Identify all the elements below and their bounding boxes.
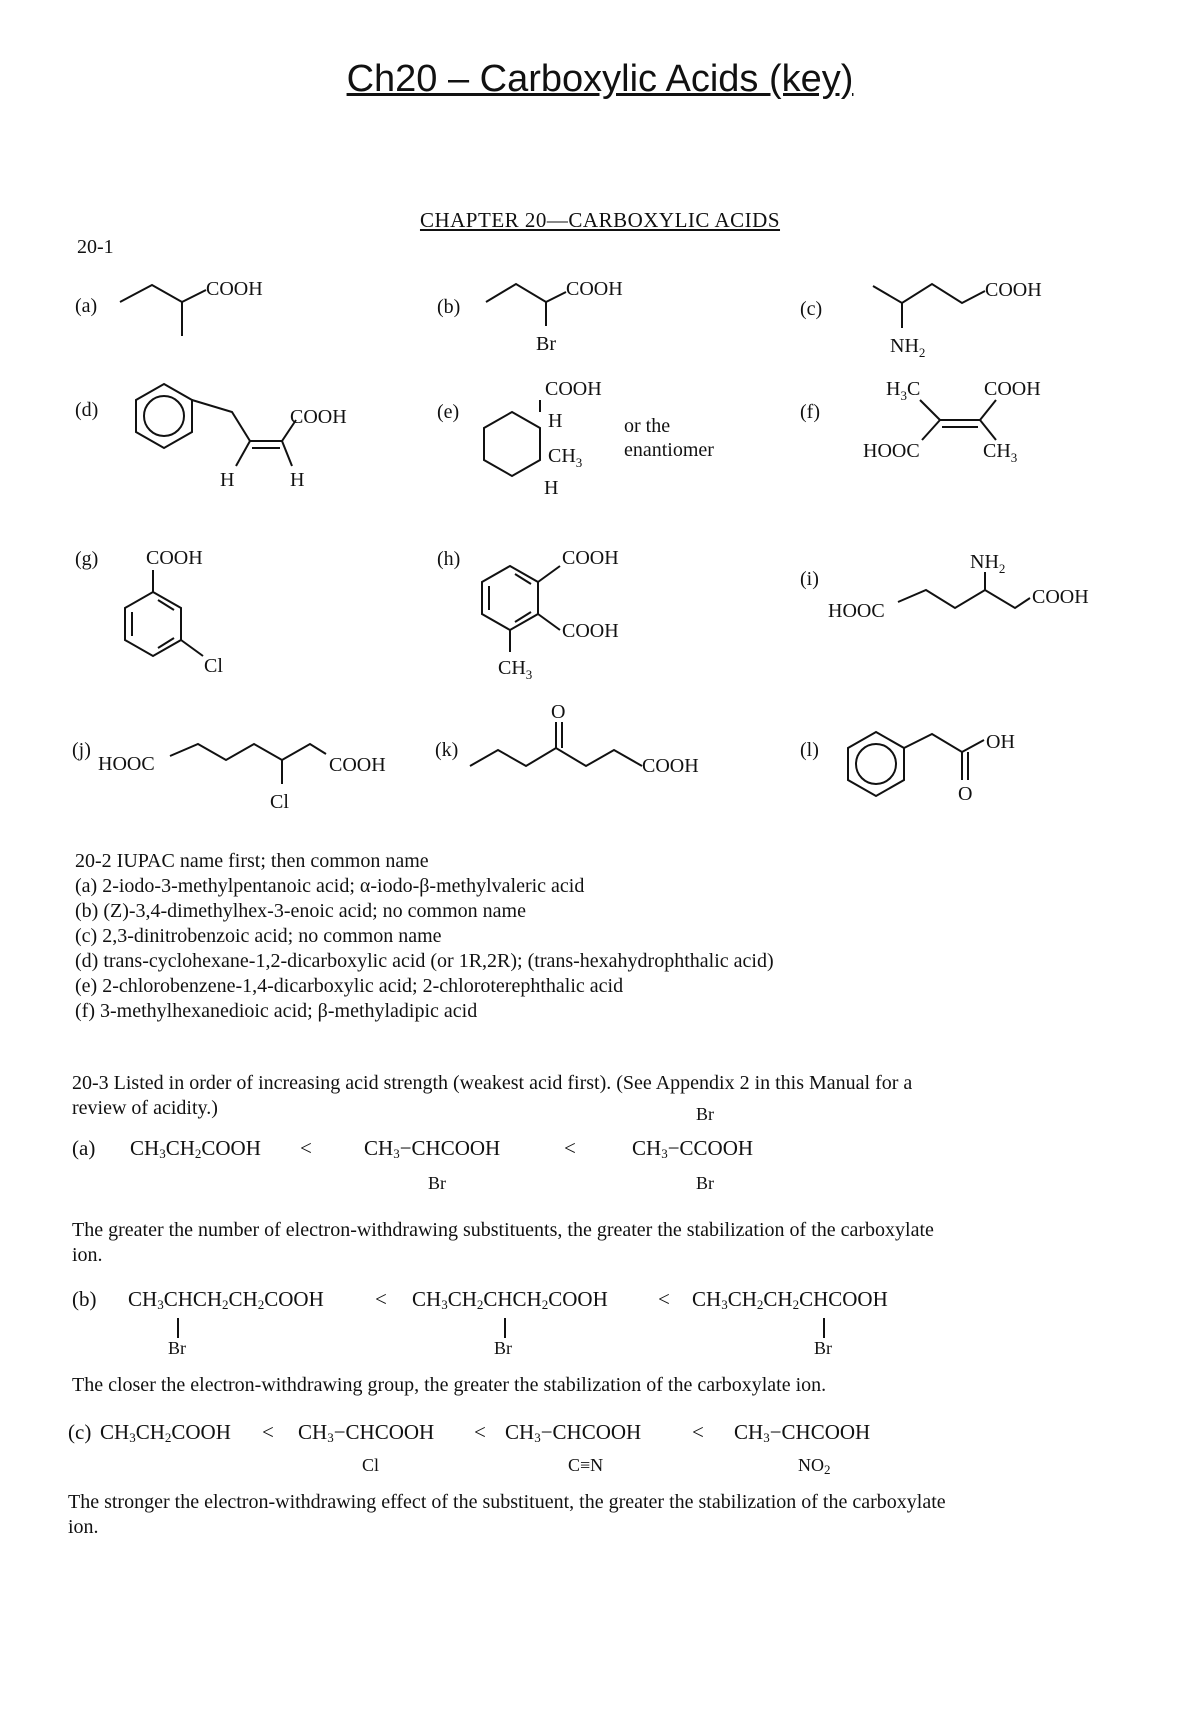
section-20-2-line-c: (c) 2,3-dinitrobenzoic acid; no common name xyxy=(75,925,442,947)
cooh-i: COOH xyxy=(1032,586,1089,608)
label-j: (j) xyxy=(72,739,91,761)
cooh-k: COOH xyxy=(642,755,699,777)
eq-a-br3: Br xyxy=(696,1173,714,1193)
bond-f2 xyxy=(980,400,996,420)
or-the-e: or the xyxy=(624,415,671,437)
eq-a-lt1: < xyxy=(300,1136,312,1160)
hooc-f: HOOC xyxy=(863,440,920,462)
eq-c-sub-no2: $NO_2$ xyxy=(798,1455,831,1477)
chapter-heading: CHAPTER 20—CARBOXYLIC ACIDS xyxy=(419,208,781,232)
section-20-2 xyxy=(75,849,774,1024)
eq-c-label: (c) xyxy=(68,1420,92,1444)
cooh-c: COOH xyxy=(985,279,1042,301)
o-l: O xyxy=(958,783,973,805)
cooh-d: COOH xyxy=(290,406,347,428)
bond-g-cl xyxy=(181,640,203,656)
ch3-h: $CH_3$ xyxy=(498,657,533,682)
h-e-bottom: H xyxy=(544,477,559,499)
eq-b-bond3 xyxy=(823,1318,825,1338)
hooc-i: HOOC xyxy=(828,600,885,622)
eq-b-comp1: $CH_3CHCH_2CH_2COOH$ xyxy=(128,1287,324,1312)
section-20-2-line-e: (e) 2-chlorobenzene-1,4-dicarboxylic acid; 2-chloroterephthalic acid xyxy=(75,975,624,997)
section-20-2-line-b: (b) (Z)-3,4-dimethylhex-3-enoic acid; no common name xyxy=(75,900,526,922)
label-e: (e) xyxy=(437,401,460,423)
cooh-b: COOH xyxy=(566,278,623,300)
section-20-2-heading: 20-2 IUPAC name first; then common name xyxy=(75,850,429,872)
eq-c-comp2: $CH_3-CHCOOH$ xyxy=(298,1420,435,1445)
cooh-h1: COOH xyxy=(562,547,619,569)
label-c: (c) xyxy=(800,298,823,320)
explain-a xyxy=(72,1218,934,1268)
benzene-h xyxy=(482,566,538,630)
section-20-2-line-d: (d) trans-cyclohexane-1,2-dicarboxylic acid (or 1R,2R); (trans-hexahydrophthalic acid) xyxy=(75,950,774,972)
nh2-i: $NH_2$ xyxy=(970,551,1006,576)
eq-a-lt2: < xyxy=(564,1136,576,1160)
eq-b-label: (b) xyxy=(72,1287,97,1311)
explain-b xyxy=(72,1373,826,1398)
bond-i xyxy=(898,590,1030,608)
bond-f1 xyxy=(920,400,940,420)
h3c-f: $H_3C$ xyxy=(886,378,921,403)
eq-c-lt3: < xyxy=(692,1420,704,1444)
bond-d-h2 xyxy=(282,441,292,466)
label-i: (i) xyxy=(800,568,819,590)
explain-c-line1: The stronger the electron-withdrawing effect of the substituent, the greater the stabilization of the carboxylate xyxy=(68,1491,946,1513)
eq-c-comp3: $CH_3-CHCOOH$ xyxy=(505,1420,642,1445)
eq-b-lt1: < xyxy=(375,1287,387,1311)
eq-a-br2: Br xyxy=(696,1104,714,1124)
cooh-e: COOH xyxy=(545,378,602,400)
label-k: (k) xyxy=(435,739,459,761)
label-a: (a) xyxy=(75,295,98,317)
explain-c-line2: ion. xyxy=(68,1516,99,1538)
bond-c xyxy=(873,284,985,303)
eq-b-br2: Br xyxy=(494,1338,512,1358)
cooh-j: COOH xyxy=(329,754,386,776)
o-k: O xyxy=(551,701,566,723)
section-20-2-line-a: (a) 2-iodo-3-methylpentanoic acid; α-iodo-β-methylvaleric acid xyxy=(75,875,585,897)
eq-a-comp2: $CH_3-CHCOOH$ xyxy=(364,1136,501,1161)
bond-d xyxy=(192,400,296,441)
explain-a-line2: ion. xyxy=(72,1244,103,1266)
section-20-3-heading-line1: 20-3 Listed in order of increasing acid strength (weakest acid first). (See Appendix 2 in this Manual for a xyxy=(72,1072,913,1094)
bond-j xyxy=(170,744,326,760)
label-h: (h) xyxy=(437,548,461,570)
eq-c-comp4: $CH_3-CHCOOH$ xyxy=(734,1420,871,1445)
structures-20-1 xyxy=(0,0,1200,860)
explain-a-line1: The greater the number of electron-withdrawing substituents, the greater the stabilization of the carboxylate xyxy=(72,1219,934,1241)
section-20-3-heading xyxy=(72,1071,912,1121)
benzene-l-ring xyxy=(856,744,896,784)
eq-a-label: (a) xyxy=(72,1136,96,1160)
h-d2: H xyxy=(290,469,305,491)
bond-l xyxy=(904,734,984,752)
oh-l: OH xyxy=(986,731,1015,753)
bond-h-cooh1 xyxy=(538,566,560,582)
eq-b-comp3: $CH_3CH_2CH_2CHCOOH$ xyxy=(692,1287,888,1312)
ch3-e: $CH_3$ xyxy=(548,445,583,470)
eq-c-sub-cl: Cl xyxy=(362,1455,380,1475)
cl-g: Cl xyxy=(204,655,223,677)
eq-a-comp1: $CH_3CH_2COOH$ xyxy=(130,1136,261,1161)
eq-c-sub-cn: C≡N xyxy=(568,1455,604,1475)
enantiomer-e: enantiomer xyxy=(624,439,714,461)
benzene-g xyxy=(125,592,181,656)
explain-b-line: The closer the electron-withdrawing group, the greater the stabilization of the carboxylate ion. xyxy=(72,1374,827,1396)
bond-a xyxy=(120,285,206,302)
h-d1: H xyxy=(220,469,235,491)
cooh-h2: COOH xyxy=(562,620,619,642)
ch3-f: $CH_3$ xyxy=(983,440,1018,465)
eq-a-comp3: $CH_3-CCOOH$ xyxy=(632,1136,754,1161)
bond-f3 xyxy=(922,420,940,440)
hooc-j: HOOC xyxy=(98,753,155,775)
label-d: (d) xyxy=(75,399,99,421)
label-g: (g) xyxy=(75,548,99,570)
cooh-a: COOH xyxy=(206,278,263,300)
eq-c-lt1: < xyxy=(262,1420,274,1444)
eq-b-bond1 xyxy=(177,1318,179,1338)
eq-b-br3: Br xyxy=(814,1338,832,1358)
bond-f4 xyxy=(980,420,996,440)
bond-b xyxy=(486,284,566,302)
eq-c-comp1: $CH_3CH_2COOH$ xyxy=(100,1420,231,1445)
label-l: (l) xyxy=(800,739,819,761)
cyclohexane-e xyxy=(484,412,540,476)
eq-b-bond2 xyxy=(504,1318,506,1338)
bond-d-h1 xyxy=(236,441,250,466)
cooh-f: COOH xyxy=(984,378,1041,400)
eq-b-lt2: < xyxy=(658,1287,670,1311)
label-b: (b) xyxy=(437,296,461,318)
br-b: Br xyxy=(536,333,556,355)
cooh-g: COOH xyxy=(146,547,203,569)
eq-b-comp2: $CH_3CH_2CHCH_2COOH$ xyxy=(412,1287,608,1312)
label-f: (f) xyxy=(800,401,820,423)
bond-h-cooh2 xyxy=(538,614,560,630)
h-e: H xyxy=(548,410,563,432)
section-20-2-line-f: (f) 3-methylhexanedioic acid; β-methyladipic acid xyxy=(75,1000,478,1022)
cl-j: Cl xyxy=(270,791,289,813)
explain-c xyxy=(68,1490,946,1540)
eq-a-br1: Br xyxy=(428,1173,446,1193)
bond-k xyxy=(470,748,642,766)
section-20-3-heading-line2: review of acidity.) xyxy=(72,1097,218,1119)
eq-c-lt2: < xyxy=(474,1420,486,1444)
page-title: Ch20 – Carboxylic Acids (key) xyxy=(346,58,854,100)
eq-b-br1: Br xyxy=(168,1338,186,1358)
section-20-1-label: 20-1 xyxy=(77,236,114,258)
benzene-d-ring xyxy=(144,396,184,436)
nh2-c: $NH_2$ xyxy=(890,335,926,360)
